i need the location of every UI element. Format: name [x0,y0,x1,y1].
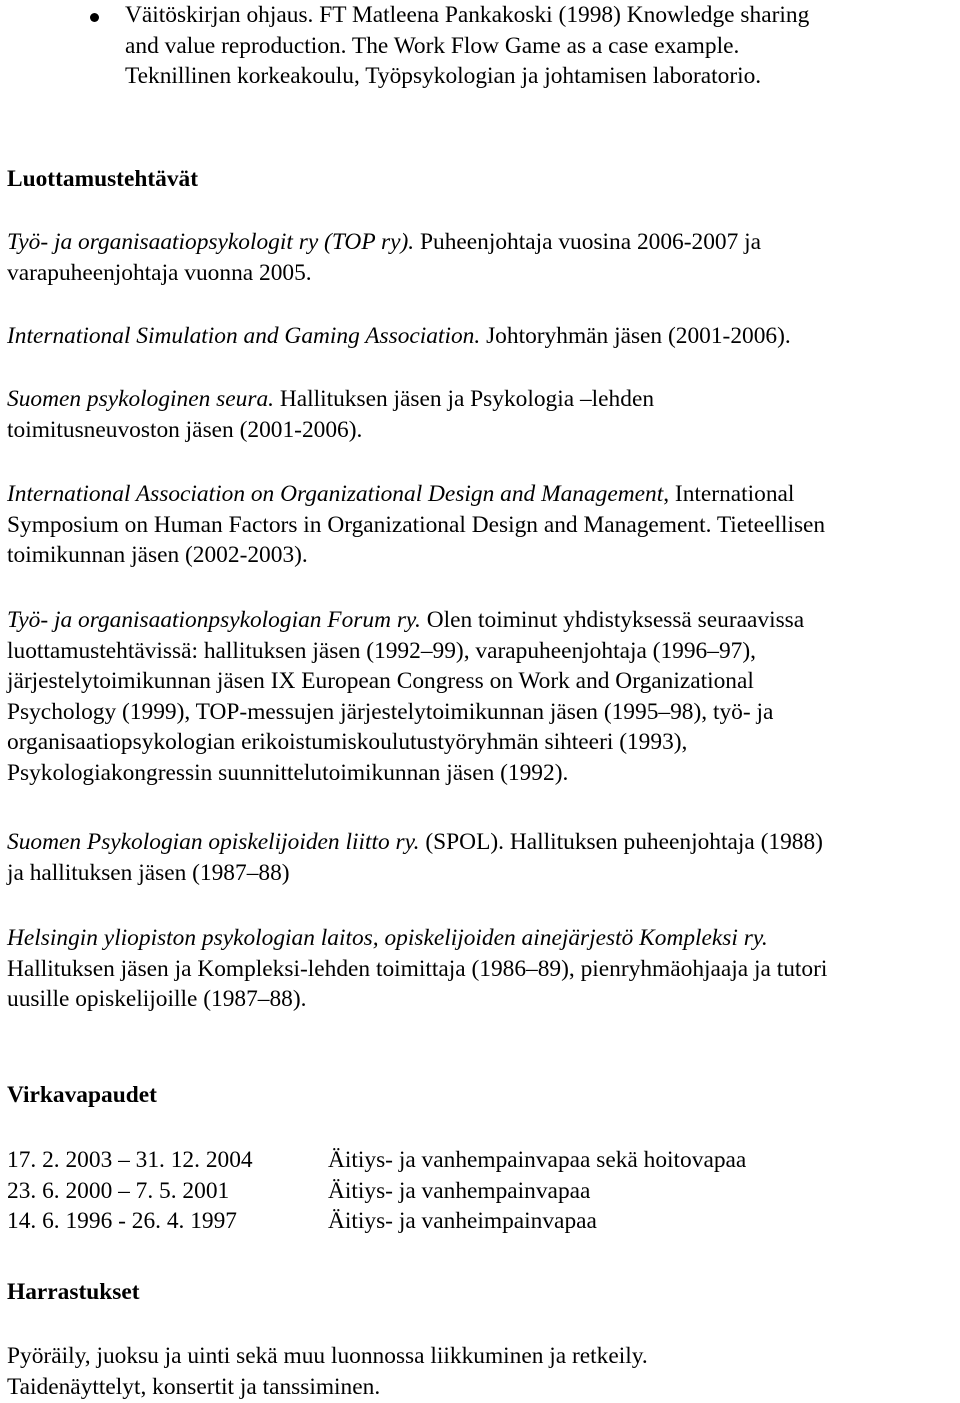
thesis-line: and value reproduction. The Work Flow Game as a case example. [125,32,740,59]
position-text: organisaatiopsykologian erikoistumiskoulutustyöryhmän sihteeri (1993), [7,729,688,756]
org-name: Helsingin yliopiston psykologian laitos, opiskelijoiden ainejärjestö Kompleksi ry. [7,925,768,951]
position-sps [7,384,654,445]
hobbies-text [7,1341,648,1402]
org-name: International Simulation and Gaming Association. [7,323,481,349]
org-name: Työ- ja organisaatiopsykologit ry (TOP ry). [7,229,415,255]
position-text: Olen toiminut yhdistyksessä seuraavissa [420,607,805,633]
position-text: Hallituksen jäsen ja Psykologia –lehden [274,386,655,412]
leaves-table [7,1145,746,1237]
bullet-icon [90,13,99,22]
leave-description: Äitiys- ja vanheimpainvapaa [328,1208,597,1235]
hobbies-line: Taidenäyttelyt, konsertit ja tanssiminen. [7,1373,381,1400]
thesis-line: Teknillinen korkeakoulu, Työpsykologian ja johtamisen laboratorio. [125,63,762,90]
position-text: Psychology (1999), TOP-messujen järjestelytoimikunnan jäsen (1995–98), työ- ja [7,698,774,725]
table-row [7,1145,746,1176]
leave-description: Äitiys- ja vanhempainvapaa sekä hoitovapaa [328,1147,747,1173]
position-text: Hallituksen jäsen ja Kompleksi-lehden toimittaja (1986–89), pienryhmäohjaaja ja tutori [7,955,828,982]
leave-dates: 17. 2. 2003 – 31. 12. 2004 [7,1147,253,1173]
leave-description: Äitiys- ja vanhempainvapaa [328,1177,591,1204]
position-text: (SPOL). Hallituksen puheenjohtaja (1988) [419,829,823,855]
position-isaga [7,321,791,352]
thesis-bullet-item [7,0,809,92]
position-text: Johtoryhmän jäsen (2001-2006). [480,323,791,349]
leave-dates: 23. 6. 2000 – 7. 5. 2001 [7,1177,230,1204]
position-iaodm [7,479,825,571]
position-kompleksi [7,923,827,1015]
position-text: toimikunnan jäsen (2002-2003). [7,542,308,569]
table-row [7,1206,746,1237]
position-top [7,227,761,288]
hobbies-heading: Harrastukset [7,1279,140,1305]
hobbies-line: Pyöräily, juoksu ja uinti sekä muu luonnossa liikkuminen ja retkeily. [7,1343,648,1369]
position-spol [7,827,823,888]
position-text: varapuheenjohtaja vuonna 2005. [7,259,312,286]
position-text: toimitusneuvoston jäsen (2001-2006). [7,416,363,443]
position-text: Psykologiakongressin suunnittelutoimikunnan jäsen (1992). [7,759,569,786]
leave-dates: 14. 6. 1996 - 26. 4. 1997 [7,1208,238,1235]
table-row [7,1176,746,1207]
thesis-line: Väitöskirjan ohjaus. FT Matleena Pankakoski (1998) Knowledge sharing [125,2,810,28]
position-text: Puheenjohtaja vuosina 2006-2007 ja [414,229,762,255]
org-name: Työ- ja organisaationpsykologian Forum ry. [7,607,421,633]
position-text: järjestelytoimikunnan jäsen IX European Congress on Work and Organizational [7,668,754,695]
leaves-heading: Virkavapaudet [7,1082,157,1108]
org-name: International Association on Organizational Design and Management [7,481,664,507]
position-text: uusille opiskelijoille (1987–88). [7,986,307,1013]
position-text: Symposium on Human Factors in Organizational Design and Management. Tieteellisen [7,511,826,538]
position-forum [7,605,804,789]
position-text: ja hallituksen jäsen (1987–88) [7,859,290,886]
position-text: , International [663,481,795,507]
org-name: Suomen Psykologian opiskelijoiden liitto ry. [7,829,420,855]
positions-heading: Luottamustehtävät [7,166,199,192]
org-name: Suomen psykologinen seura. [7,386,274,412]
position-text: luottamustehtävissä: hallituksen jäsen (1992–99), varapuheenjohtaja (1996–97), [7,637,756,664]
